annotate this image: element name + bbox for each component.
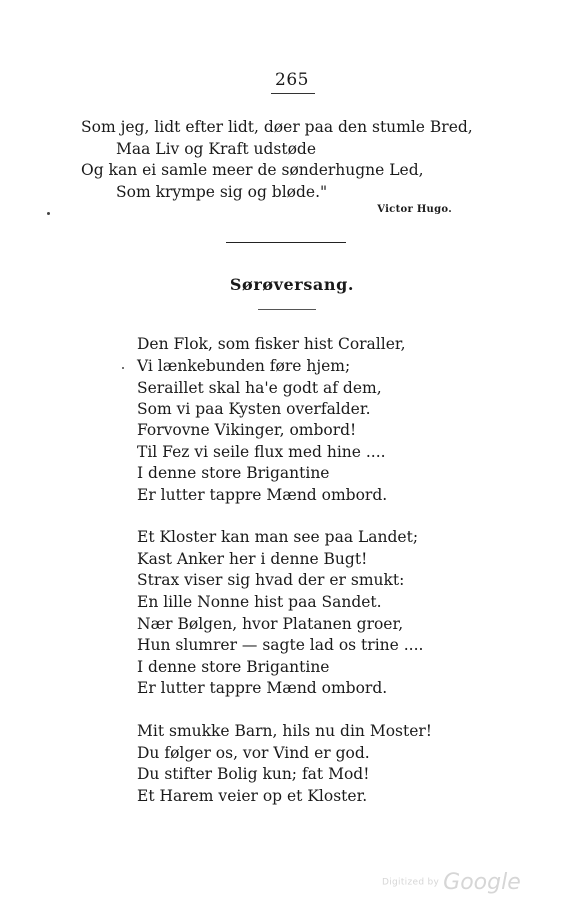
- section-divider: [226, 242, 346, 243]
- quote-line: Maa Liv og Kraft udstøde: [116, 140, 317, 158]
- poem-line: Et Harem veier op et Kloster.: [137, 787, 368, 805]
- stray-mark: [47, 212, 50, 215]
- poem-line: Den Flok, som fisker hist Coraller,: [137, 335, 406, 353]
- poem-line: Strax viser sig hvad der er smukt:: [137, 571, 405, 589]
- quote-line: Og kan ei samle meer de sønderhugne Led,: [81, 161, 424, 179]
- poem-line: Kast Anker her i denne Bugt!: [137, 550, 368, 568]
- poem-line: Nær Bølgen, hvor Platanen groer,: [137, 615, 404, 633]
- poem-title: Sørøversang.: [229, 275, 355, 294]
- poem-line: Er lutter tappre Mænd ombord.: [137, 679, 388, 697]
- poem-line: Seraillet skal ha'e godt af dem,: [137, 379, 382, 397]
- poem-line: Til Fez vi seile flux med hine ....: [137, 443, 386, 461]
- google-logo-text: Google: [443, 870, 521, 895]
- poem-line: Som vi paa Kysten overfalder.: [137, 400, 371, 418]
- poem-line: En lille Nonne hist paa Sandet.: [137, 593, 382, 611]
- page-number: 265: [275, 70, 309, 90]
- watermark-caption: Digitized by: [382, 877, 440, 888]
- title-underline: [258, 309, 316, 310]
- poem-line: I denne store Brigantine: [137, 464, 330, 482]
- poem-line: Et Kloster kan man see paa Landet;: [137, 528, 419, 546]
- google-watermark: [382, 870, 521, 895]
- quote-line: Som krympe sig og bløde.": [116, 183, 328, 201]
- poem-line: Mit smukke Barn, hils nu din Moster!: [137, 722, 433, 740]
- poem-line: Du følger os, vor Vind er god.: [137, 744, 370, 762]
- poem-line: I denne store Brigantine: [137, 658, 330, 676]
- quote-attribution: Victor Hugo.: [377, 204, 452, 215]
- quote-line: Som jeg, lidt efter lidt, døer paa den stumle Bred,: [81, 118, 473, 136]
- poem-line: Du stifter Bolig kun; fat Mod!: [137, 765, 370, 783]
- page-number-underline: [271, 93, 315, 94]
- stray-mark: [122, 367, 124, 369]
- poem-line: Hun slumrer — sagte lad os trine ....: [137, 636, 424, 654]
- poem-line: Forvovne Vikinger, ombord!: [137, 421, 357, 439]
- poem-line: Vi lænkebunden føre hjem;: [137, 357, 351, 375]
- poem-line: Er lutter tappre Mænd ombord.: [137, 486, 388, 504]
